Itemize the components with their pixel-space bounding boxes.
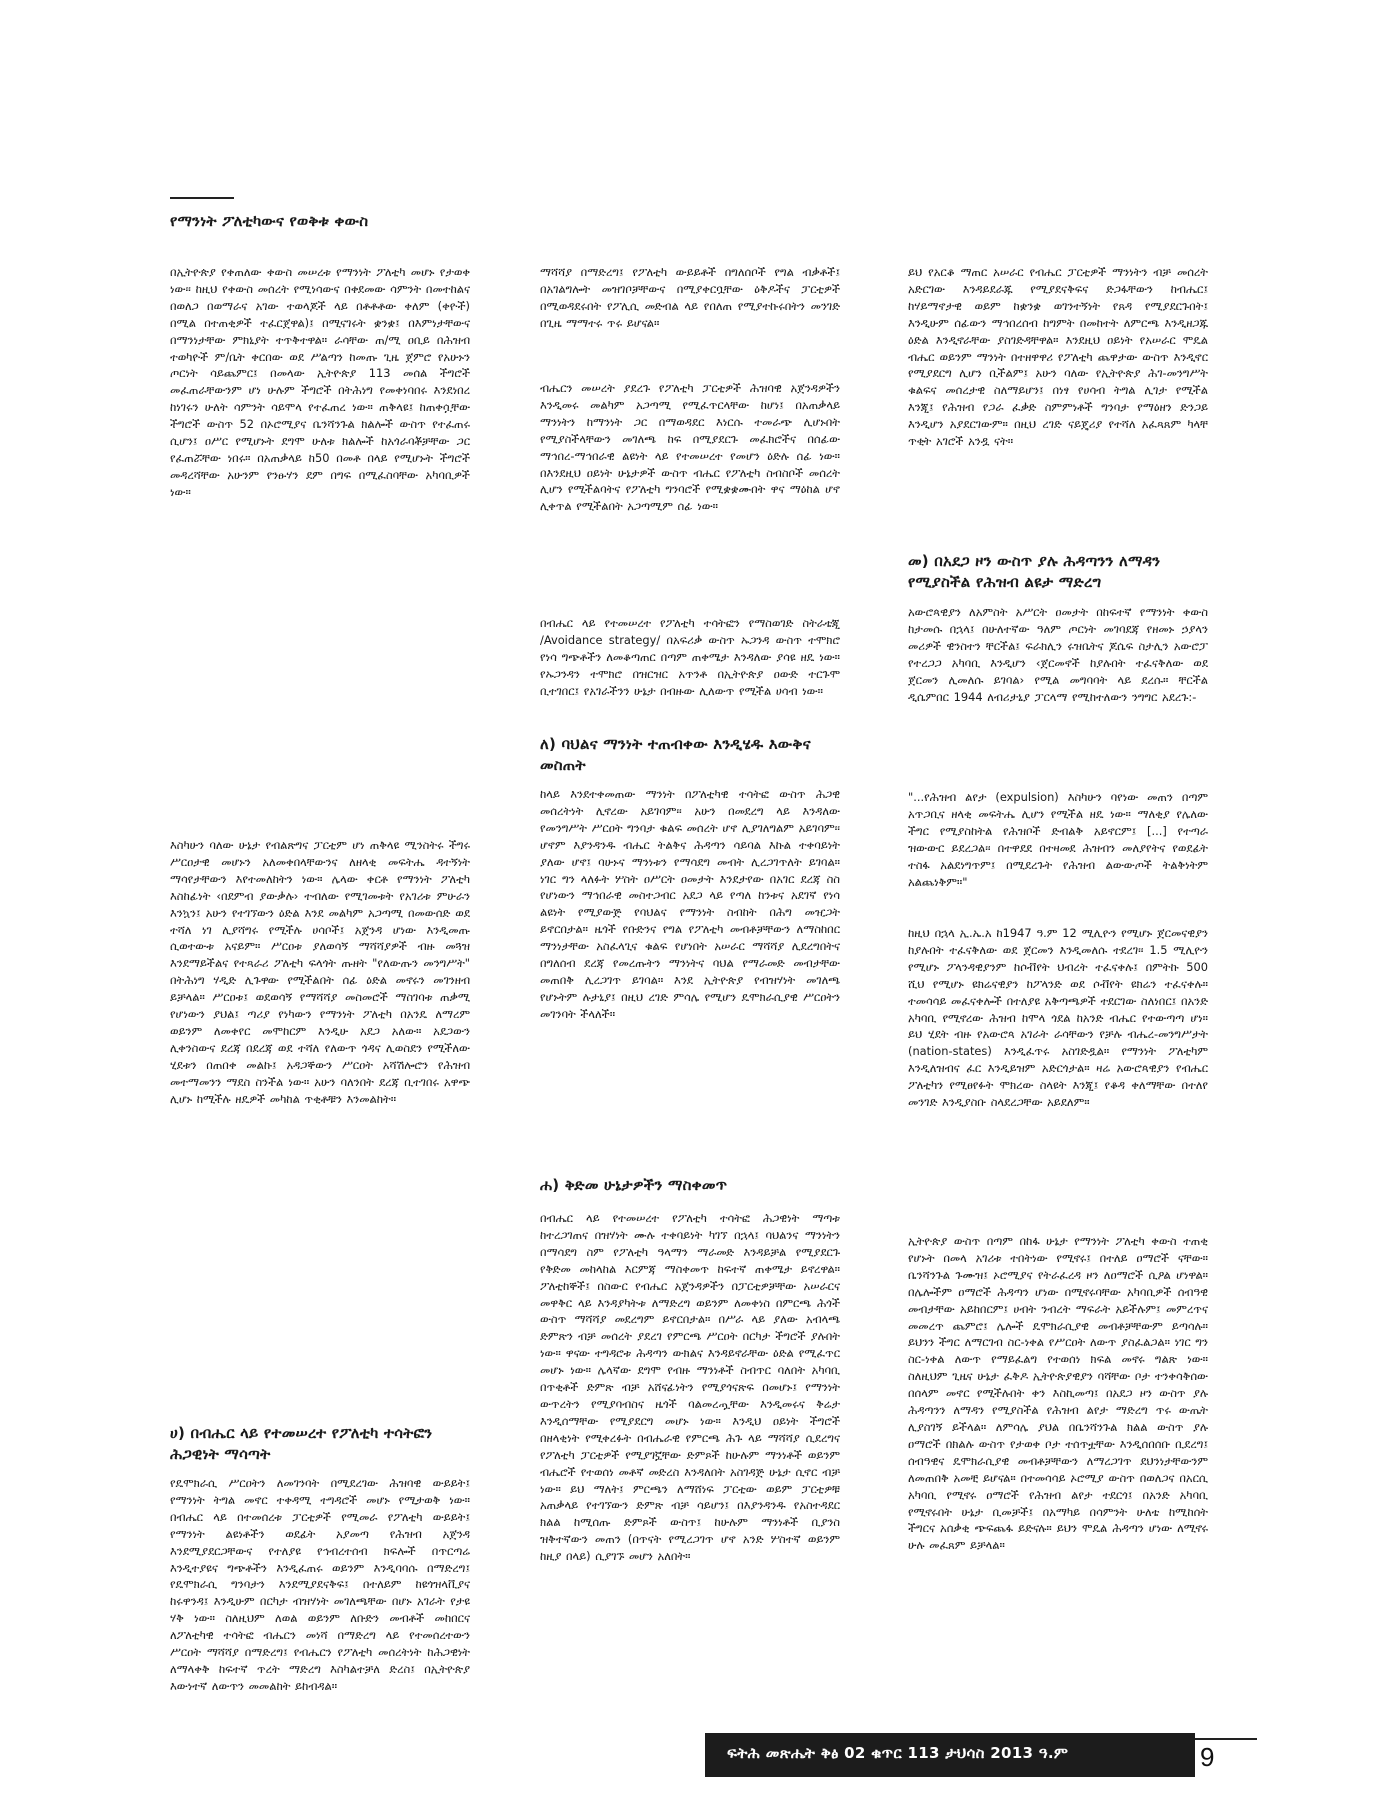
quote-paragraph: "...የሕዝብ ልየታ (expulsion) እስካሁን ባየነው መጠን በጣም አጥጋቢና ዘላቂ መፍትሔ ሊሆን የሚችል ዘዴ ነው። ማለቂያ የሌለው ችግር የሚያስከትል የሕዝቦች ድብልቅ አይኖርም፤ [...] የተጣራ ዝውውር ይደረጋል፡፡ በተዋደደ በተዛመደ ሕዝብን መለያየትና የወደፊት ተስፋ አልደነግጥም፤ በሚደረጉት የሕዝብ ልውውጦች ትልቅነትም አልጨነቅም።"	[908, 790, 1208, 889]
paragraph: ከዚህ በኋላ ኢ.ኤ.አ ከ1947 ዓ.ም 12 ሚሊዮን የሚሆኑ ጀርመናዊያን ከያሉበት ተፈናቅለው ወደ ጀርመን እንዲመለሱ ተደረገ፡፡ 1.5 ሚሊዮን የሚሆኑ ፖላንዳዊያንም ከሶቭየት ህብረት ተፈናቀሉ፤ በምትኩ 500 ሺህ የሚሆኑ ዩክሬናዊያን ከፖላንድ ወደ ሶቭየት ዩክሬን ተፈናቀሉ። ተመሳሳይ መፈናቀሎች በተለያዩ አቅጣጫዎች ተደርገው ስለነበር፤ በአንድ አካባቢ የሚኖረው ሕዝብ ከሞላ ጎደል ከአንድ ብሔር የተውጣጣ ሆነ። ይህ ሂደት ብዙ የአውሮጳ አገራት ራሳቸውን የቻሉ ብሔረ-መንግሥታት (nation-states) እንዲፈጥሩ አስገድዷል። የማንነት ፖለቲካም እንዲለዝብና ፈር እንዲይዝም አድርጎታል። ዛሬ አውሮጳዊያን የብሔር ፖለቲካን የሚፀየፉት ሞክረው ስላዩት እንጂ፤ የቆዳ ቀለማቸው በተለየ መንገድ እንዲያስቡ ስላደረጋቸው አይደለም።	[908, 926, 1208, 1110]
section-heading-b: ለ) ባህልና ማንነት ተጠብቀው እንዲሄዱ እውቅና መስጠት	[540, 735, 811, 774]
paragraph: ብሔርን መሠረት ያደረጉ የፖለቲካ ፓርቲዎች ሕዝባዊ አጀንዳዎችን እንዲመሩ መልካም አጋጣሚ የሚፈጥርላቸው ከሆነ፤ በአጠቃላይ ማንነትን ከማንነት ጋር በማወዳደር እነርሱ ተመራጭ ሊሆኑበት የሚያስችላቸውን መገለጫ ከፍ በሚያደርጉ መፈክሮችና በሰፊው ማኅበረ-ማኅበራዊ ልዩነት ላይ የተመሠረተ የመሆን ዕድሉ ሰፊ ነው። በእንደዚህ ዐይነት ሁኔታዎች ውስጥ ብሔር የፖለቲካ ስብስቦች መሰረት ሊሆን የሚችልባትና የፖለቲካ ግንባሮች የሚቋቋሙበት ዋና ማዕከል ሆኖ ሊቀጥል የሚችልበት አጋጣሚም ሰፊ ነው።	[540, 381, 840, 514]
paragraph: ኢትዮጵያ ውስጥ በጣም በከፋ ሁኔታ የማንነት ፖለቲካ ቀውስ ተጠቂ የሆኑት በመላ አገሪቱ ተበትነው የሚኖሩ፤ በተለይ ዐማሮች ናቸው። ቤንሻንጉል ጉሙዝ፤ ኦሮሚያና የትራፈረዳ ዞን ለዐማሮች ሲዖል ሆነዋል። በሌሎችም ዐማሮች ሕዳጣን ሆነው በሚኖሩባቸው አካባቢዎች ሰብዓዊ መብታቸው አይከበርም፤ ሀብት ንብረት ማፍራት አይችሉም፤ መምረጥና መመረጥ ጨምሮ፤ ሌሎች ዴሞክራሲያዊ መብቶቻቸውም ይጣሳሉ። ይህንን ችግር ለማርገብ ስር-ነቀል የሥርዐት ለውጥ ያስፈልጋል። ነገር ግን ስር-ነቀል ለውጥ የማይፈልግ የተወሰነ ክፍል መኖሩ ግልጽ ነው። ስለዚህም ጊዜና ሁኔታ ፈቅዶ ኢትዮጵያዊያን ባሻቸው ቦታ ተንቀሳቅሰው በሰላም መኖር የሚችሉበት ቀን እስኪመጣ፤ በአደጋ ዞን ውስጥ ያሉ ሕዳጣንን ለማዳን የሚያስችል የሕዝብ ልየታ ማድረግ ጥሩ ውጤት ሊያስገኝ ይችላል። ለምሳሌ ያህል በቤንሻንጉል ክልል ውስጥ ያሉ ዐማሮች በክልሉ ውስጥ የታወቀ ቦታ ተሰጥቷቸው እንዲሰበሰቡ ቢደረግ፤ ሰብዓዊና ዴሞክራሲያዊ መብቶቻቸውን ለማረጋገጥ ደህንነታቸውንም ለመጠበቅ አመቺ ይሆናል። በተመሳሳይ ኦሮሚያ ውስጥ በወለጋና በአርሲ አካባቢ የሚኖሩ ዐማሮች የሕዝብ ልየታ ተደርጎ፤ በአንድ አካባቢ የሚኖሩበት ሁኔታ ቢመቻች፤ በአማካይ በሳምንት ሁለቴ ከሚከሰት ችግርና አሰቃቂ ጭፍጨፋ ይድናሉ። ይህን ሞዴል ሕዳጣን ሆነው ለሚኖሩ ሁሉ መፈጸም ይቻላል።	[908, 1234, 1208, 1553]
paragraph: በብሔር ላይ የተመሠረተ የፖለቲካ ተሳትፎ ሕጋዊነት ማጣቱ ከተረጋገጠና በዝሃነት ሙሉ ተቀባይነት ካገኘ በኋላ፤ ባህልንና ማንነትን በማሳደግ ስም የፖለቲካ ዓላማን ማራመድ እንዳይቻል የሚያደርጉ የቅድመ መከላከል እርምጃ ማስቀመጥ ከፍተኛ ጠቀሜታ ይኖረዋል። ፖለቲከኞች፤ በስውር የብሔር አጀንዳዎችን በፓርቲዎቻቸው አሠራርና መዋቅር ላይ እንዳያካትቱ ለማድረግ ወይንም ለመቀነስ በምርጫ ሕጎች ውስጥ ማሻሻያ መደረግም ይኖርበታል። በሥራ ላይ ያለው አብላጫ ድምጽን ብቻ መሰረት ያደረገ የምርጫ ሥርዐት በርካታ ችግሮች ያሉበት ነው። ዋናው ተግዳሮቱ ሕዳጣን ውክልና እንዳይኖራቸው ዕድል የሚፈጥር መሆኑ ነው። ሌላኛው ደግሞ የብዙ ማንነቶች ስብጥር ባለበት አካባቢ በጥቂቶች ድምጽ ብቻ አሸናፊነትን የሚያጎናጽፍ በመሆኑ፤ የማንነት ውጥረትን የሚያባብስና ዜጎች ባልመረጧቸው እንዲመሩና ቅሬታ እንዲሰማቸው የሚያደርግ መሆኑ ነው። እንዲህ ዐይነት ችግሮች በዘላቂነት የሚቀረፉት በብሔራዊ የምርጫ ሕጉ ላይ ማሻሻያ ሲደረግና የፖለቲካ ፓርቲዎች የሚያገኟቸው ድምጾች ከሁሉም ማንነቶች ወይንም ብሔሮች የተወሰነ መቶኛ መድረስ እንዳለበት አስገዳጅ ሁኔታ ሲኖር ብቻ ነው። ይህ ማለት፤ ምርጫን ለማሸነፍ ፓርቲው ወይም ፓርቲዎቹ አጠቃላይ የተገኘውን ድምጽ ብቻ ሳይሆን፤ በእያንዳንዱ የአስተዳደር ክልል ከሚሰጡ ድምጾች ውስጥ፤ ከሁሉም ማንነቶች ቢያንስ ዝቅተኛውን መጠን (በጥናት የሚረጋገጥ ሆኖ አንድ ሦስተኛ ወይንም ከዚያ በላይ) ሲያገኙ መሆን አለበት።	[540, 1211, 840, 1564]
paragraph: እስካሁን ባለው ሁኔታ የብልጽግና ፓርቲም ሆነ ጠቅላዩ ሚንስትሩ ችግሩ ሥርዐታዊ መሆኑን አለመቀበላቸውንና ለዘላቂ መፍትሔ ዳተኝነት ማሳየታቸውን እየተመለከትን ነው። ሌላው ቀርቶ የማንነት ፖለቲካ እስከፊነት ‹በደምብ ያውቃሉ› ተብለው የሚገመቱት የአገሪቱ ምሁራን እንኳን፤ አሁን የተገኘውን ዕድል እንደ መልካም አጋጣሚ በመውሰድ ወደ ተሻለ ነገ ሊያሻግሩ የሚችሉ ሀሳቦች፤ አጀንዳ ሆነው እንዲመጡ ሲወተውቱ አናይም። ሥርዐቱ ያለወሳኝ ማሻሻያዎች ብዙ መጓዝ እንደማይችልና የተጻራሪ ፖለቲካ ፍላጎት ጡዘት "የለውጡን መንግሥት" በትሕነግ ሃዲድ ሊጉዋው የሚችልበት ሰፊ ዕድል መኖሩን መገንዘብ ይቻላል። ሥርዐቱ፤ ወደወሳኝ የማሻሻያ መስመሮች ማስገባቱ ጠቃሚ የሆነውን ያህል፤ ጣሪያ የነካውን የማንነት ፖለቲካ በአንዴ ለማረም ወይንም ለመቀየር መሞከርም እንዲሁ አደጋ አለው። አደጋውን ሊቀንስውና ደረጃ በደረጃ ወደ ተሻለ የለውጥ ጎዳና ሊወስደን የሚችለው ሂደቱን በጠበቀ መልኩ፤ አዳጋኞውን ሥርዐት አሻሽሎሮን የሕዝብ መተማመንን ማደስ ስንችል ነው። አሁን ባለንበት ደረጃ ቢተገበሩ አዋጭ ሊሆኑ ከሚችሉ ዘዴዎች መካከል ጥቂቶቹን እንመልከት።	[170, 838, 470, 1106]
footer-publication-info: ፍትሕ መጽሔት ቅፅ 02 ቁጥር 113 ታህሳስ 2013 ዓ.ም	[727, 1744, 1069, 1762]
paragraph: ከላይ እንደተቀመጠው ማንነት በፖለቲካዊ ተሳትፎ ውስጥ ሕጋዊ መሰረትነት ሊኖረው አይገባም፡፡ አሁን በመደረግ ላይ እንዳለው የመንግሥት ሥርዐት ግንባታ ቁልፍ መሰረት ሆኖ ሊያገለግልም አይገባም፡፡ ሆኖም እያንዳንዱ ብሔር ትልቅና ሕዳጣን ሳይባል እኩል ተቀባይነት ያለው ሆኖ፤ ባሁኑና ማንነቱን የማሳደግ መብት ሊረጋገጥለት ይገባል። ነገር ግን ላለፉት ሦስት ዐሥርት ዐመታት እንደታየው በአገር ደረጃ ስስ የሆነውን ማኅበራዊ መስተጋብር አደጋ ላይ የጣለ ከንቱና አደገኛ የነሳ ልዩነት የሚያውጅ የባህልና የማንነት ስብከት በሕግ መዢጋት ይኖርበታል። ዜጎች የቡድንና የግል የፖለቲካ መብቶቻቸውን ለማስከበር ማንነታቸው አስፈላጊና ቁልፍ የሆነበት አሠራር ማሻሻያ ሊደረግበትና በግለሰብ ደረጃ የመረጡትን ማንነትና ባህል የማራመድ መብታቸው መጠበቅ ሊረጋገጥ ይገባል። እንደ ኢትዮጵያ የብዝሃነት መገለጫ የሆኑትም ሉታኒያ፤ በዚህ ረገድ ምሳሌ የሚሆን ዴሞክራሲያዊ ሥርዐትን መገንባት ችላለች።	[540, 787, 840, 1021]
paragraph: ማሻሻያ በማድረግ፤ የፖለቲካ ውይይቶች በግለሰቦች የግል ብቃቶች፤ በአገልግሎት መዝገቦቻቸውና በሚያቀርቧቸው ዕቅዶችና ፓርቲዎች በሚወዳደሩበት የፖሊሲ መድብል ላይ የበለጠ የሚያተኩሩበትን መንገድ በጊዜ ማማተሩ ጥሩ ይሆናል።	[540, 265, 840, 330]
paragraph: በብሔር ላይ የተመሠረተ የፖለቲካ ተሳትፎን የማስወገድ ስትራቴጂ /Avoidance strategy/ በአፍሪቃ ውስጥ ኡጋንዳ ውስጥ ተሞክሮ የነሳ ግጭቶችን ለመቆጣጠር በጣም ጠቀሜታ እንዳለው ያሳዩ ዘዴ ነው። የኡጋንዳን ተሞክሮ በዝርዝር አጥንቶ በኢትዮጵያ ዐውድ ተርጉሞ ቢተገበር፤ የአገራችንን ሁኔታ በብዙው ሊለውጥ የሚችል ሀሳብ ነው።	[540, 616, 840, 698]
paragraph: አውሮጳዊያን ለአምስት አሥርት ዐመታት በከፍተኛ የማንነት ቀውስ ከታመሱ በኋላ፤ በሁለተኛው ዓለም ጦርነት መገባደጃ የዘመኑ ኃያላን መሪዎች ዊንስተን ቸርችል፤ ፍራክሊን ሩዝቤትና ጆሴፍ ስታሊን አውሮፓ የተረጋጋ አካባቢ እንዲሆን ‹ጀርመኖች ከያሉበት ተፈናቅለው ወደ ጀርመን ሊመለሱ ይገባል› የሚል መግባባት ላይ ደረሱ። ቸርችል ዲሴምበር 1944 ለብሪታኒያ ፓርላማ የሚከተለውን ንግግር አደረጉ:-	[908, 605, 1208, 704]
footer-rule	[1195, 1738, 1257, 1740]
section-heading-a: ሀ) በብሔር ላይ የተመሠረተ የፖለቲካ ተሳትፎን ሕጋዊነት ማሳጣት	[170, 1424, 433, 1463]
section-heading-c: ሐ) ቅድመ ሁኔታዎችን ማስቀመጥ	[540, 1176, 728, 1194]
paragraph: በኢትዮጵያ የቀጠለው ቀውስ መሠረቱ የማንነት ፖለቲካ መሆኑ የታወቀ ነው፡፡ ከዚህ የቀውስ መሰረት የሚነሳውና በቀደመው ሳምንት በመተከልና በወለጋ በወማራና አገው ተወላጆች ላይ በቶቶቶው ቀለም (ቀዮች) በሚል በተጠቂዎች ተፈርጀዋል)፤ በሚናገሩት ቋንቋ፤ በእምነታቸውና በማንነታቸው ምክኒያት ተጥቅተዋል። ራሳቸው ጠ/ሚ ዐቢይ በሕዝብ ተወካዮች ም/ቤት ቀርበው ወደ ሥልጣን ከመጡ ጊዜ ጀምሮ የአሁኑን ጦርነት ሳይጨምር፤ በመላው ኢትዮጵያ 113 መሰል ችግሮች መፈጠራቸውንም ሆነ ሁሉም ችግሮች በትሕነግ የመቀነባበሩ እንደነበረ ከነገሩን ሁለት ሳምንት ሳይሞላ የተፈጠረ ነው። ጠቅላዩ፤ ከጠቀሷቸው ችግሮች ውስጥ 52 በኦሮሚያና ቤንሻንጉል ክልሎች ውስጥ የተፈጠሩ ሲሆን፤ ዐሥር የሚሆኑት ደግሞ ሁለቱ ክልሎች ከአጎራባቾቻቸው ጋር የፈጠሯቸው ነበሩ። በአጠቃላይ ከ50 በመቶ በላይ የሚሆኑት ችግሮች መዳረሻቸው አሁንም የንፁሃን ደም በግፍ በሚፈስባቸው አካባቢዎች ነው።	[170, 265, 470, 499]
page-number: 9	[1200, 1742, 1215, 1772]
article-title: የማንነት ፖለቲካውና የወቅቱ ቀውስ	[170, 212, 369, 230]
paragraph: የዴሞክራሲ ሥርዐትን ለመገንባት በሚደረገው ሕዝባዊ ውይይት፤ የማንነት ትግል መኖር ተቀዳሚ ተግዳሮች መሆኑ የሚታወቅ ነው። በብሔር ላይ በተመሰረቱ ፓርቲዎች የሚመራ የፖለቲካ ውይይት፤ የማንነት ልዩነቶችን ወደፊት አያመጣ የሕዝብ አጀንዳ እንደሚያደርጋቸውና የተለያዩ የኅብረተሰብ ክፍሎች በጥርጣሬ እንዲተያዩና ግጭቶችን እንዲፈጠሩ ወይንም እንዲባባሱ በማድረግ፤ የዴሞክራሲ ግንባታን እንደሚያደናቅፍ፤ በተለይም ከዩጎዝላቪያና ከሩዋንዳ፤ እንዲሁም በርካታ ብዝሃነት መገለጫቸው በሆኑ አገራት የታዩ ሃቅ ነው። ስለዚህም ለወል ወይንም ለቡድን መብቶች መከበርና ለፖለቲካዊ ተሳትፎ ብሔርን መነሻ በማድረግ ላይ የተመሰረተውን ሥርዐት ማሻሻያ በማድረግ፤ የብሔርን የፖለቲካ መሰረትነት ከሕጋዊነት ለማላቀቅ ከፍተኛ ጥረት ማድረግ እስካልተቻለ ድረስ፤ በኢትዮጵያ እውነተኛ ለውጥን መመልከት ይከብዳል።	[170, 1476, 470, 1693]
section-heading-d: መ) በአደጋ ዞን ውስጥ ያሉ ሕዳጣንን ለማዳን የሚያስችል የሕዝብ ልዩታ ማድረግ	[908, 552, 1161, 591]
top-rule	[170, 197, 234, 199]
footer-banner	[705, 1733, 1195, 1777]
paragraph: ይህ የአርቆ ማጠር አሠራር የብሔር ፓርቲዎች ማንነትን ብቻ መሰረት አድርገው እንዳይደራጁ የሚያደናቅፍና ድጋፋቸውን ከብሔር፤ ከሃይማኖታዊ ወይም ከቋንቋ ወገንተኝነት የጸዳ የሚያደርጉበት፤ እንዲሁም ሰፊውን ማኅበረሰብ ከግምት በመከተት ለምርጫ እንዲዘጋጁ ዕድል እንዲኖራቸው ያስገድዳቸዋል። እንደዚህ ዐይነት የአሠራር ሞዴል ብሔር ወይንም ማንነት በተዘዋዋሪ የፖለቲካ ጨዋታው ውስጥ እንዲኖር የሚያደርግ ሊሆን ቢችልም፤ አሁን ባለው የኢትዮጵያ ሕገ-መንግሥት ቁልፍና መሰረታዊ ስለማይሆን፤ በነፃ የሀሳብ ትግል ሊገታ የሚችል እንጂ፤ የሕዝብ የጋራ ፈቃድ ስምምነቶች ግንባታ የማዕዘን ድንጋይ እንዲሆን አያደርገውም። በዚህ ረገድ ናይጄሪያ የተሻለ አፈጻጸም ካላቸ ጥቂት አገሮች አንዷ ናት።	[908, 265, 1208, 449]
